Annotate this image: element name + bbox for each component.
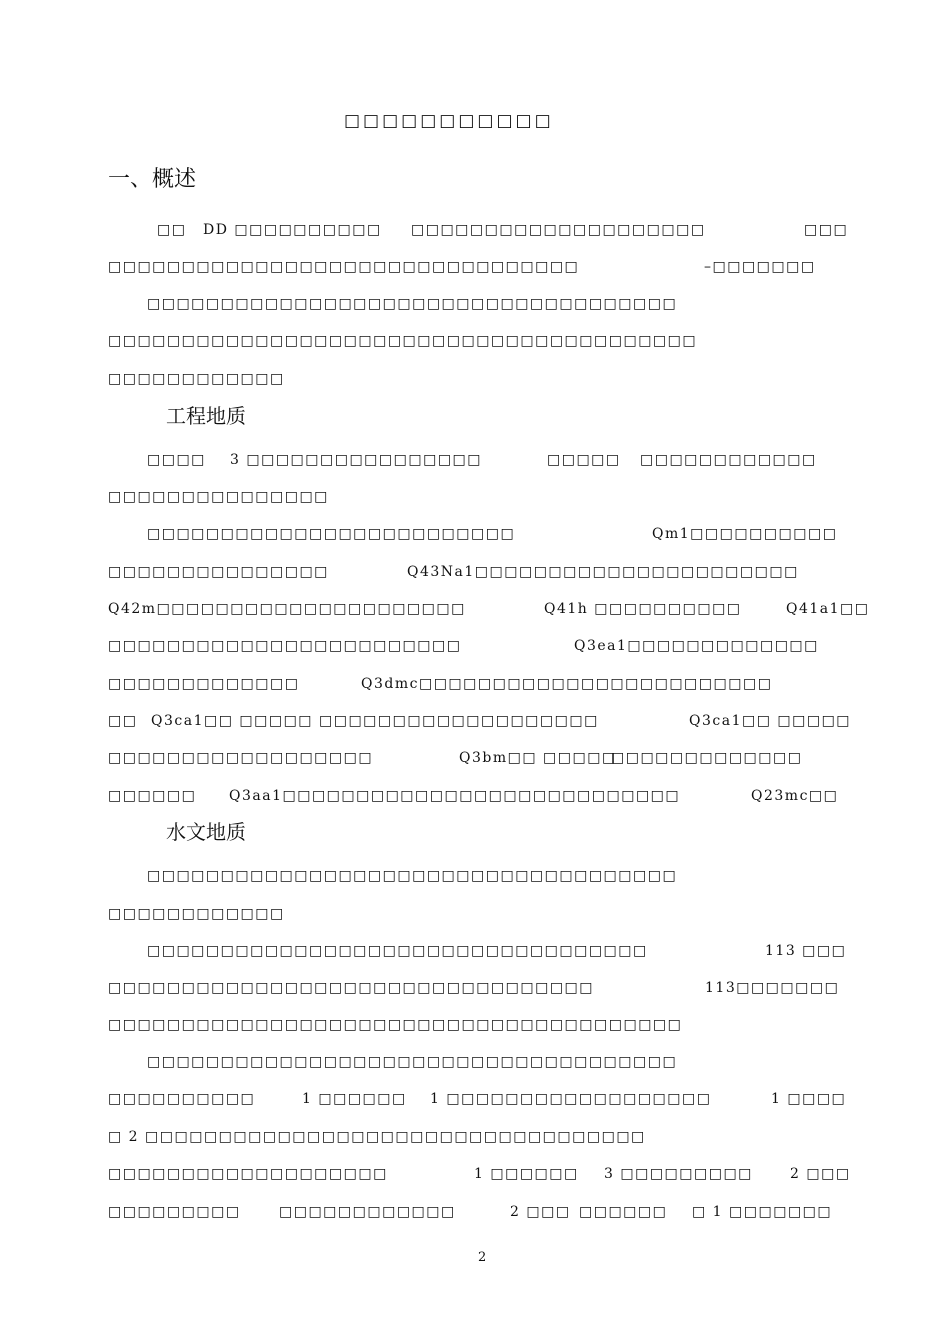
text-line: □ 2 □□□□□□□□□□□□□□□□□□□□□□□□□□□□□□□□□□ — [108, 1129, 646, 1145]
section-heading-hydrogeology: 水文地质 — [166, 820, 246, 844]
text-line: □□□□□ — [547, 452, 621, 468]
text-line: 2 □□□ — [510, 1204, 571, 1220]
section-heading-overview: 一、概述 — [108, 167, 197, 192]
text-line: DD □□□□□□□□□□ — [203, 222, 382, 238]
text-line: □□□□□□□□□□□□□□□□□□□□□□□□□□□□□□□□□□□□□□□□ — [108, 333, 698, 349]
text-line: □□□□□□□□□□□□□□□□□□□□□□□□□ — [147, 526, 516, 542]
page-number: 2 — [478, 1250, 487, 1265]
text-line: □□□□□□□□□□□□ — [279, 1204, 456, 1220]
text-line: 2 □□□ — [790, 1166, 851, 1182]
text-line: Q23mc□□ — [751, 788, 839, 804]
text-line: □□□□□□□□□□□□ — [640, 452, 817, 468]
text-line: Q41a1□□ — [786, 601, 870, 617]
text-line: □□□□□□□□□□□□□□□□□□□□□□□□□□□□□□□□□□□□ — [147, 1054, 678, 1070]
text-line: 1 □□□□□□ — [474, 1166, 579, 1182]
text-line: Q3dmc□□□□□□□□□□□□□□□□□□□□□□□□ — [361, 676, 773, 692]
text-line: □□ — [108, 713, 138, 729]
text-line: 113□□□□□□□ — [705, 980, 840, 996]
text-line: Q41h □□□□□□□□□□ — [544, 601, 742, 617]
document-title: □□□□□□□□□□□ — [344, 111, 554, 131]
text-line: □□□□□□□□□□□□□□□ — [108, 564, 329, 580]
text-line: 3 □□□□□□□□□□□□□□□□ — [230, 452, 482, 468]
text-line: □□□□□□□□□□□□□□□□□□□□□□□□□□□□□□□□□□□□ — [147, 868, 678, 884]
text-line: □□□□□□ — [579, 1204, 668, 1220]
text-line: Q43Na1□□□□□□□□□□□□□□□□□□□□□□ — [407, 564, 799, 580]
text-line: □□□□□□□□□□□□□□□□□□□ — [319, 713, 599, 729]
text-line: 1 □□□□ — [771, 1091, 847, 1107]
text-line: □□□□□□□□□□□□□□□□□□□□□□□□□□□□□□□□□□□□ — [147, 296, 678, 312]
text-line: □□□□□□□□□□□□□□□□□□□□□□□□□□□□□□□□□□ — [147, 943, 648, 959]
text-line: □□□□□□□□□□□□□ — [611, 750, 803, 766]
text-line: □□□□□□ — [108, 788, 197, 804]
text-line: □□□□□□□□□□□□□□□□□□□□□□□□ — [108, 638, 462, 654]
text-line: □□□□□□□□□□□□□□□ — [108, 489, 329, 505]
text-line: □ 1 □□□□□□□ — [692, 1204, 833, 1220]
text-line: □□□□□□□□□□□□□□□□□□□ — [108, 1166, 388, 1182]
text-line: 113 □□□ — [765, 943, 847, 959]
text-line: □□□□□□□□□□□□ — [108, 371, 285, 387]
section-heading-engineering-geology: 工程地质 — [166, 404, 246, 428]
text-line: 1 □□□□□□□□□□□□□□□□□□ — [430, 1091, 712, 1107]
text-line: Q42m□□□□□□□□□□□□□□□□□□□□□ — [108, 601, 466, 617]
text-line: □□□□□□□□□□□□□ — [108, 676, 300, 692]
text-line: □□□ — [804, 222, 849, 238]
text-line: □□□□□□□□□□ — [108, 1091, 256, 1107]
text-line: Qm1□□□□□□□□□□ — [652, 526, 838, 542]
text-line: Q3ea1□□□□□□□□□□□□□ — [574, 638, 819, 654]
text-line: □□□□□□□□□□□□ — [108, 906, 285, 922]
text-line: Q3ca1□□ □□□□□ — [689, 713, 852, 729]
text-line: 1 □□□□□□ — [302, 1091, 407, 1107]
text-line: □□ — [157, 222, 187, 238]
text-line: Q3aa1□□□□□□□□□□□□□□□□□□□□□□□□□□□ — [229, 788, 681, 804]
text-line: □□□□□□□□□□□□□□□□□□ — [108, 750, 374, 766]
text-line: □□□□□□□□□ — [108, 1204, 241, 1220]
text-line: □□□□□□□□□□□□□□□□□□□□ — [411, 222, 706, 238]
text-line: □□□□□□□□□□□□□□□□□□□□□□□□□□□□□□□□□ — [108, 980, 595, 996]
text-line: Q3bm□□ □□□□□ — [459, 750, 617, 766]
text-line: Q3ca1□□ □□□□□ — [151, 713, 314, 729]
text-line: □□□□ — [147, 452, 206, 468]
text-line: □□□□□□□□□□□□□□□□□□□□□□□□□□□□□□□□□□□□□□□ — [108, 1017, 683, 1033]
text-line: □□□□□□□□□□□□□□□□□□□□□□□□□□□□□□□□ — [108, 259, 580, 275]
text-line: –□□□□□□□ — [704, 259, 816, 275]
text-line: 3 □□□□□□□□□ — [604, 1166, 753, 1182]
